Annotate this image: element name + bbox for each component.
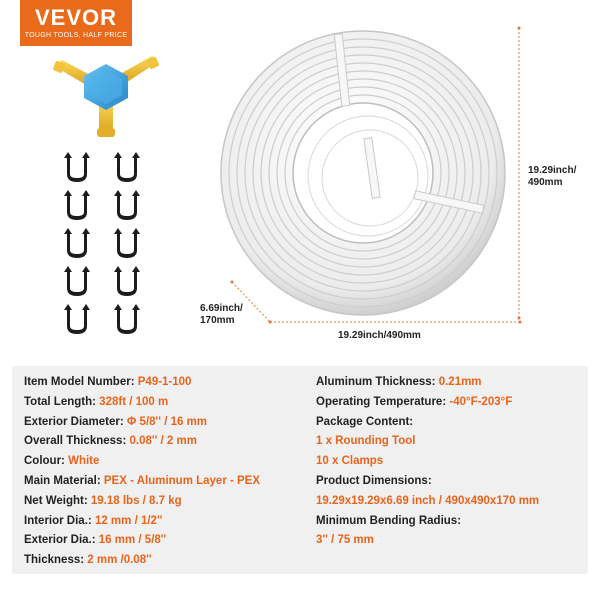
height-dimension-line1: 19.29inch/ (528, 165, 577, 176)
clamp-icon (62, 226, 92, 260)
spec-value: PEX - Aluminum Layer - PEX (103, 474, 261, 487)
spec-value: 16 mm / 5/8'' (98, 534, 167, 547)
spec-value: 19.29x19.29x6.69 inch / 490x490x170 mm (316, 494, 540, 507)
spec-label: Aluminum Thickness: (316, 376, 436, 388)
spec-label: Total Length: (24, 395, 96, 408)
spec-row (24, 472, 294, 492)
spec-label: Net Weight: (24, 494, 88, 507)
spec-value: Φ 5/8'' / 16 mm (126, 415, 208, 428)
depth-dimension-line2: 170mm (200, 315, 235, 326)
spec-row (24, 393, 294, 413)
spec-value: -40°F-203°F (449, 395, 513, 408)
spec-value: 0.08'' / 2 mm (129, 435, 197, 448)
spec-row (316, 531, 586, 551)
spec-row (316, 393, 586, 413)
spec-row (24, 373, 294, 393)
spec-value: 0.21mm (438, 376, 482, 388)
clamp-icon (62, 188, 92, 222)
spec-value: 2 mm /0.08'' (87, 554, 152, 567)
spec-label: Exterior Dia.: (24, 534, 96, 547)
spec-label: Interior Dia.: (24, 514, 92, 527)
spec-row (24, 551, 294, 571)
specifications-panel (12, 366, 588, 574)
specs-left-column (24, 373, 294, 571)
clamp-icon (62, 302, 92, 336)
specs-right-column (316, 373, 586, 551)
spec-row (316, 512, 586, 532)
spec-label: Product Dimensions: (316, 474, 432, 487)
clamp-icon (112, 226, 142, 260)
spec-value: P49-1-100 (137, 376, 192, 388)
clamp-icon (62, 264, 92, 298)
spec-label: Operating Temperature: (316, 395, 447, 408)
spec-row (316, 432, 586, 452)
spec-value: 1 x Rounding Tool (316, 435, 416, 448)
depth-dimension-label (200, 303, 243, 327)
clamp-icon (112, 188, 142, 222)
depth-dimension-line1: 6.69inch/ (200, 303, 243, 314)
width-dimension-label: 19.29inch/490mm (338, 330, 421, 341)
spec-label: Colour: (24, 455, 65, 468)
clamp-icon (112, 264, 142, 298)
spec-value: 3'' / 75 mm (316, 534, 374, 547)
spec-row (316, 373, 586, 393)
spec-label: Minimum Bending Radius: (316, 514, 462, 527)
logo-tagline: TOUGH TOOLS, HALF PRICE (24, 32, 128, 39)
spec-value: 10 x Clamps (316, 455, 384, 468)
clamp-icon (112, 150, 142, 184)
spec-label: Package Content: (316, 415, 414, 428)
rounding-tool-image (52, 52, 160, 140)
height-dimension-line2: 490mm (528, 177, 563, 188)
spec-value: 328ft / 100 m (99, 395, 169, 408)
spec-row (24, 432, 294, 452)
spec-label: Main Material: (24, 474, 101, 487)
pex-pipe-coil-image (218, 28, 508, 318)
logo-brand: VEVOR (34, 5, 118, 30)
spec-row (316, 492, 586, 512)
spec-row (316, 472, 586, 492)
spec-row (24, 531, 294, 551)
spec-label: Overall Thickness: (24, 435, 127, 448)
clamp-icon (62, 150, 92, 184)
spec-label: Item Model Number: (24, 376, 135, 388)
spec-row (24, 452, 294, 472)
clamp-icon (112, 302, 142, 336)
spec-row (316, 452, 586, 472)
height-dimension-label (528, 165, 576, 189)
spec-row (24, 512, 294, 532)
spec-value: 19.18 lbs / 8.7 kg (90, 494, 182, 507)
spec-value: White (68, 455, 100, 468)
spec-label: Thickness: (24, 554, 85, 567)
spec-row (316, 413, 586, 433)
vevor-logo (20, 0, 132, 46)
clamps-image (62, 150, 162, 340)
spec-value: 12 mm / 1/2'' (94, 514, 163, 527)
spec-label: Exterior Diameter: (24, 415, 124, 428)
spec-row (24, 492, 294, 512)
spec-row (24, 413, 294, 433)
